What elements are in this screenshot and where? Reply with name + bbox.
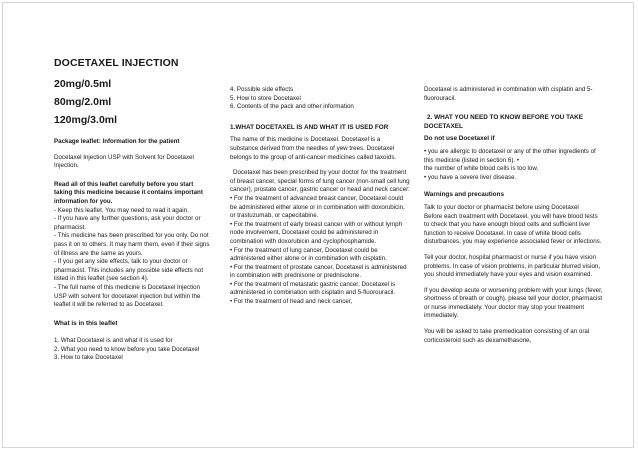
vision-paragraph: Tell your doctor, hospital pharmacist or nurse if you have vision problems. In case of vision problems, in particular blurred vision, you should immediately have your eyes and vision examined. bbox=[424, 253, 601, 279]
use-item: • For the treatment of head and neck cancer, bbox=[230, 298, 353, 306]
toc-item: 5. How to store Docetaxel bbox=[230, 94, 301, 102]
contraindications-list bbox=[424, 148, 604, 182]
section-1-heading: 1.WHAT DOCETAXEL IS AND WHAT IT IS USED FOR bbox=[230, 123, 389, 131]
toc-item: 2. What you need to know before you take Docetaxel bbox=[54, 345, 200, 353]
contraindication-item: • you are allergic to docetaxel or any of the other ingredients of this medicine (listed in section 6). • bbox=[424, 147, 596, 164]
instruction-item: - If you get any side effects, talk to your doctor or pharmacist. This includes any possible side effects not listed in this leaflet (see section 4). bbox=[54, 258, 204, 283]
column-1 bbox=[54, 57, 212, 370]
uses-list bbox=[230, 195, 410, 307]
product-title: DOCETAXEL INJECTION bbox=[54, 57, 179, 69]
contraindication-item: • you have a severe liver disease. bbox=[424, 173, 517, 181]
toc-list-continued bbox=[230, 86, 410, 112]
strength-120mg: 120mg/3.0ml bbox=[54, 114, 118, 126]
instruction-item: - Keep this leaflet. You may need to read it again. bbox=[54, 206, 189, 214]
premedication-paragraph: You will be asked to take premedication consisting of an oral corticosteroid such as dexamethasone, bbox=[424, 328, 590, 344]
toc-list bbox=[54, 337, 212, 363]
instruction-item: - The full name of this medicine is Docetaxel Injection USP with solvent for docetaxel injection but within the leaflet it will be referred to as Docetaxel. bbox=[54, 283, 201, 309]
strength-80mg: 80mg/2.0ml bbox=[54, 96, 112, 108]
use-item: • For the treatment of lung cancer, Docetaxel could be administered either alone or in combination with cisplatin. bbox=[230, 246, 387, 263]
toc-item: 3. How to take Docetaxel bbox=[54, 354, 123, 362]
column-3 bbox=[424, 86, 604, 352]
contraindication-item: the number of white blood cells is too low. bbox=[424, 165, 539, 173]
leaflet-heading: Package leaflet: Information for the patient bbox=[54, 138, 180, 145]
toc-heading: What is in this leaflet bbox=[54, 319, 118, 327]
use-item: • For the treatment of prostate cancer, Docetaxel is administered in combination with prednisone or prednisolone. bbox=[230, 263, 407, 280]
do-not-use-heading: Do not use Docetaxel if bbox=[424, 135, 495, 143]
toc-item: 4. Possible side effects bbox=[230, 86, 294, 93]
instruction-item: - This medicine has been prescribed for you only. Do not pass it on to others. It may harm them, even if their signs of illness are the same as yours. bbox=[54, 232, 210, 257]
warnings-intro: Talk to your doctor or pharmacist before using Docetaxel bbox=[424, 203, 579, 211]
warnings-heading: Warnings and precautions bbox=[424, 191, 505, 199]
instruction-item: - If you have any further questions, ask your doctor or pharmacist. bbox=[54, 215, 201, 231]
section-2-heading: 2. WHAT YOU NEED TO KNOW BEFORE YOU TAKE DOCETAXEL bbox=[424, 114, 583, 130]
use-item: • For the treatment of advanced breast cancer, Docetaxel could be administered either alone or in combination with doxorubicin, or trastuzumab, or capecitabine. bbox=[230, 194, 405, 220]
column-2 bbox=[230, 86, 410, 314]
strength-20mg: 20mg/0.5ml bbox=[54, 78, 112, 90]
prescribed-for: Docetaxel has been prescribed by your doctor for the treatment of breast cancer, special forms of lung cancer (non-small cell lung cancer), prostate cancer, gastric cancer or head and neck cancer: bbox=[230, 169, 410, 194]
toc-item: 1. What Docetaxel is and what it is used for bbox=[54, 337, 173, 345]
strengths-list bbox=[54, 75, 212, 129]
blood-tests-paragraph: Before each treatment with Docetaxel, you will have blood tests to check that you have enough blood cells and sufficient liver function to receive Docetaxel. In case of white blood cells disturbances, you may experience associated fever or infections. bbox=[424, 212, 602, 246]
toc-item: 6. Contents of the pack and other information bbox=[230, 103, 354, 111]
instructions-list bbox=[54, 207, 212, 310]
product-line: Docetaxel Injection USP with Solvent for Docetaxel Injection. bbox=[54, 153, 194, 170]
docetaxel-intro: The name of this medicine is Docetaxel. Docetaxel is a substance derived from the needles of yew trees. Docetaxel belongs to the group of anti-cancer medicines called taxoids. bbox=[230, 136, 397, 161]
use-item: • For the treatment of metastatic gastric cancer, Docetaxel is administered in combination with cisplatin and 5-fluorouracil. bbox=[230, 280, 396, 297]
lung-paragraph: If you develop acute or worsening problem with your lungs (fever, shortness of breath or cough), please tell your doctor, pharmacist or nurse immediately. Your doctor may stop your treatment immediately. bbox=[424, 286, 603, 320]
use-item: • For the treatment of early breast cancer with or without lymph node involvement, Docetaxel could be administered in combination with doxorubicin and cyclophosphamide. bbox=[230, 220, 403, 245]
read-all-notice: Read all of this leaflet carefully before you start taking this medicine because it contains important information for you. bbox=[54, 180, 203, 205]
combination-continued: Docetaxel is administered in combination with cisplatin and 5- fluorouracil. bbox=[424, 86, 593, 102]
